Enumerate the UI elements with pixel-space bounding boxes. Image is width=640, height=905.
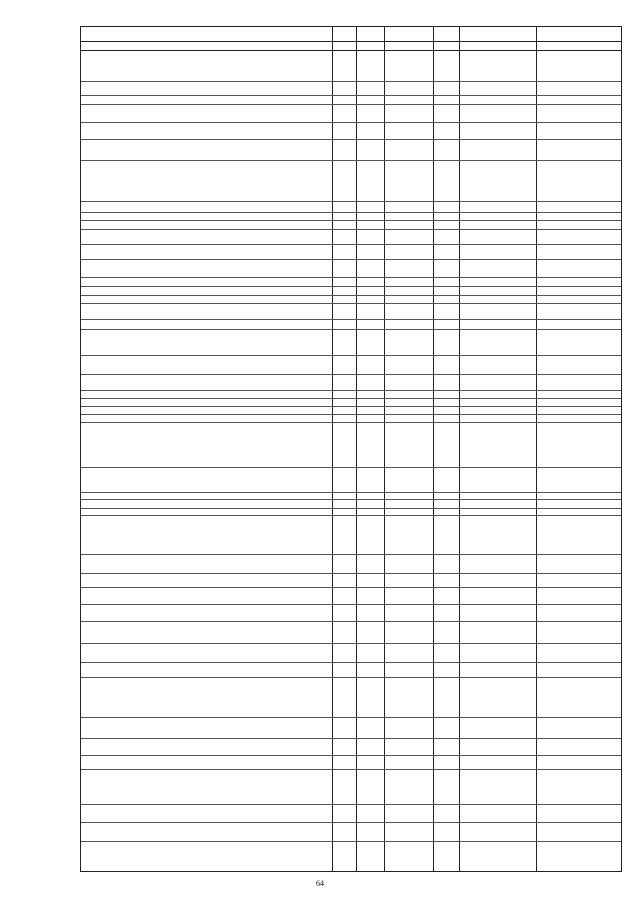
table-rule bbox=[81, 286, 621, 287]
table-rule bbox=[81, 244, 621, 245]
table-rule bbox=[81, 643, 621, 644]
table-rule bbox=[81, 50, 621, 51]
table-rule bbox=[81, 755, 621, 756]
table-rule bbox=[81, 508, 621, 509]
table-rule bbox=[81, 303, 621, 304]
table-rule bbox=[81, 398, 621, 399]
column-divider bbox=[536, 27, 537, 871]
table-rule bbox=[81, 390, 621, 391]
table-rule bbox=[81, 769, 621, 770]
table-rule bbox=[81, 604, 621, 605]
column-divider bbox=[459, 27, 460, 871]
table-rule bbox=[81, 104, 621, 105]
table-rule bbox=[81, 81, 621, 82]
table-rule bbox=[81, 587, 621, 588]
table-rule bbox=[81, 319, 621, 320]
table-rule bbox=[81, 406, 621, 407]
table-rule bbox=[81, 738, 621, 739]
table-rule bbox=[81, 677, 621, 678]
table-rule bbox=[81, 717, 621, 718]
table-rule bbox=[81, 220, 621, 221]
column-divider bbox=[332, 27, 333, 871]
table-rule bbox=[81, 499, 621, 500]
page-number: 64 bbox=[316, 879, 324, 888]
table-rule bbox=[81, 295, 621, 296]
table-rule bbox=[81, 804, 621, 805]
table-rule bbox=[81, 573, 621, 574]
table-rule bbox=[81, 229, 621, 230]
table-rule bbox=[81, 95, 621, 96]
table-rule bbox=[81, 212, 621, 213]
table-rule bbox=[81, 492, 621, 493]
table-rule bbox=[81, 374, 621, 375]
table-rule bbox=[81, 277, 621, 278]
table-rule bbox=[81, 621, 621, 622]
table-rule bbox=[81, 139, 621, 140]
table-rule bbox=[81, 259, 621, 260]
table-rule bbox=[81, 841, 621, 842]
table-rule bbox=[81, 41, 621, 42]
table-rule bbox=[81, 160, 621, 161]
table-rule bbox=[81, 662, 621, 663]
table-rule bbox=[81, 422, 621, 423]
table-rule bbox=[81, 355, 621, 356]
table-rule bbox=[81, 329, 621, 330]
budget-table bbox=[80, 26, 622, 872]
column-divider bbox=[384, 27, 385, 871]
table-rule bbox=[81, 467, 621, 468]
table-rule bbox=[81, 122, 621, 123]
column-divider bbox=[433, 27, 434, 871]
table-rule bbox=[81, 414, 621, 415]
table-rule bbox=[81, 515, 621, 516]
table-rule bbox=[81, 201, 621, 202]
column-divider bbox=[356, 27, 357, 871]
table-rule bbox=[81, 822, 621, 823]
table-rule bbox=[81, 554, 621, 555]
